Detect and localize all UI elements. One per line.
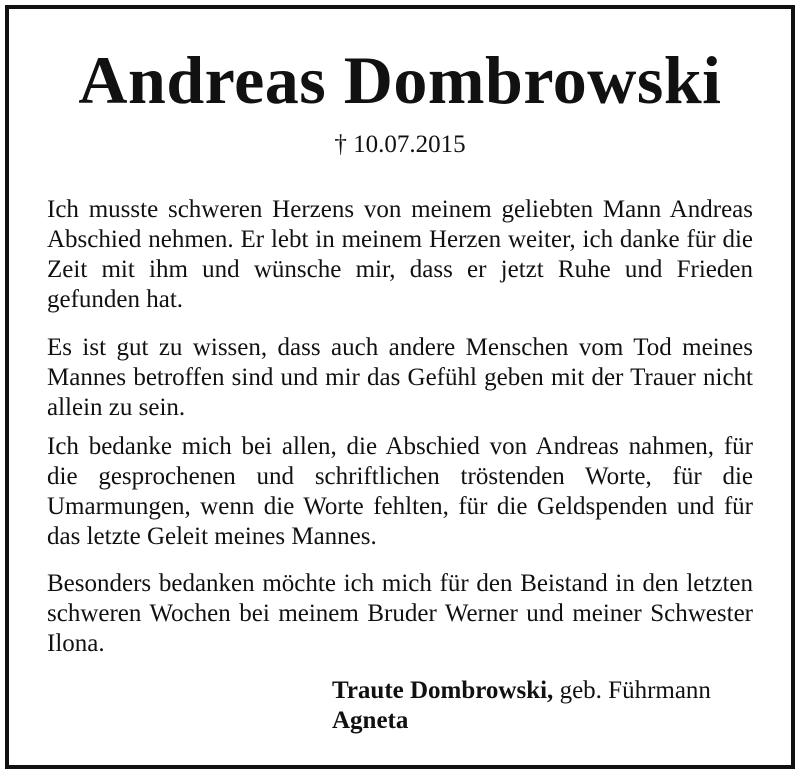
signature-second-name: Agneta [332,707,409,734]
paragraph-thanks: Ich bedanke mich bei allen, die Abschied von Andreas nahmen, für die gesprochenen und schriftlichen tröstenden Worte, für die Umarmungen, wenn die Worte fehlten, für die Geldspenden und für das letzte Geleit meines Mannes. [47,433,753,550]
signature-block [332,676,711,736]
signature-line-1 [332,676,711,706]
paragraph-sympathy: Es ist gut zu wissen, dass auch andere Menschen vom Tod meines Mannes betroffen sind und mir das Gefühl geben mit der Trauer nicht allein zu sein. [47,334,753,421]
signature-maiden-name: geb. Führmann [553,677,711,704]
death-date: † 10.07.2015 [334,131,466,158]
deceased-name: Andreas Dombrowski [78,42,722,118]
paragraph-farewell: Ich musste schweren Herzens von meinem geliebten Mann Andreas Abschied nehmen. Er lebt in meinem Herzen weiter, ich danke für die Zeit mit ihm und wünsche mir, dass er jetzt Ruhe und Frieden gefunden hat. [47,196,753,313]
paragraph-special-thanks: Besonders bedanken möchte ich mich für den Beistand in den letzten schweren Wochen bei meinem Bruder Werner und meiner Schwester Ilona. [47,570,753,657]
signature-primary-name: Traute Dombrowski, [332,677,554,704]
